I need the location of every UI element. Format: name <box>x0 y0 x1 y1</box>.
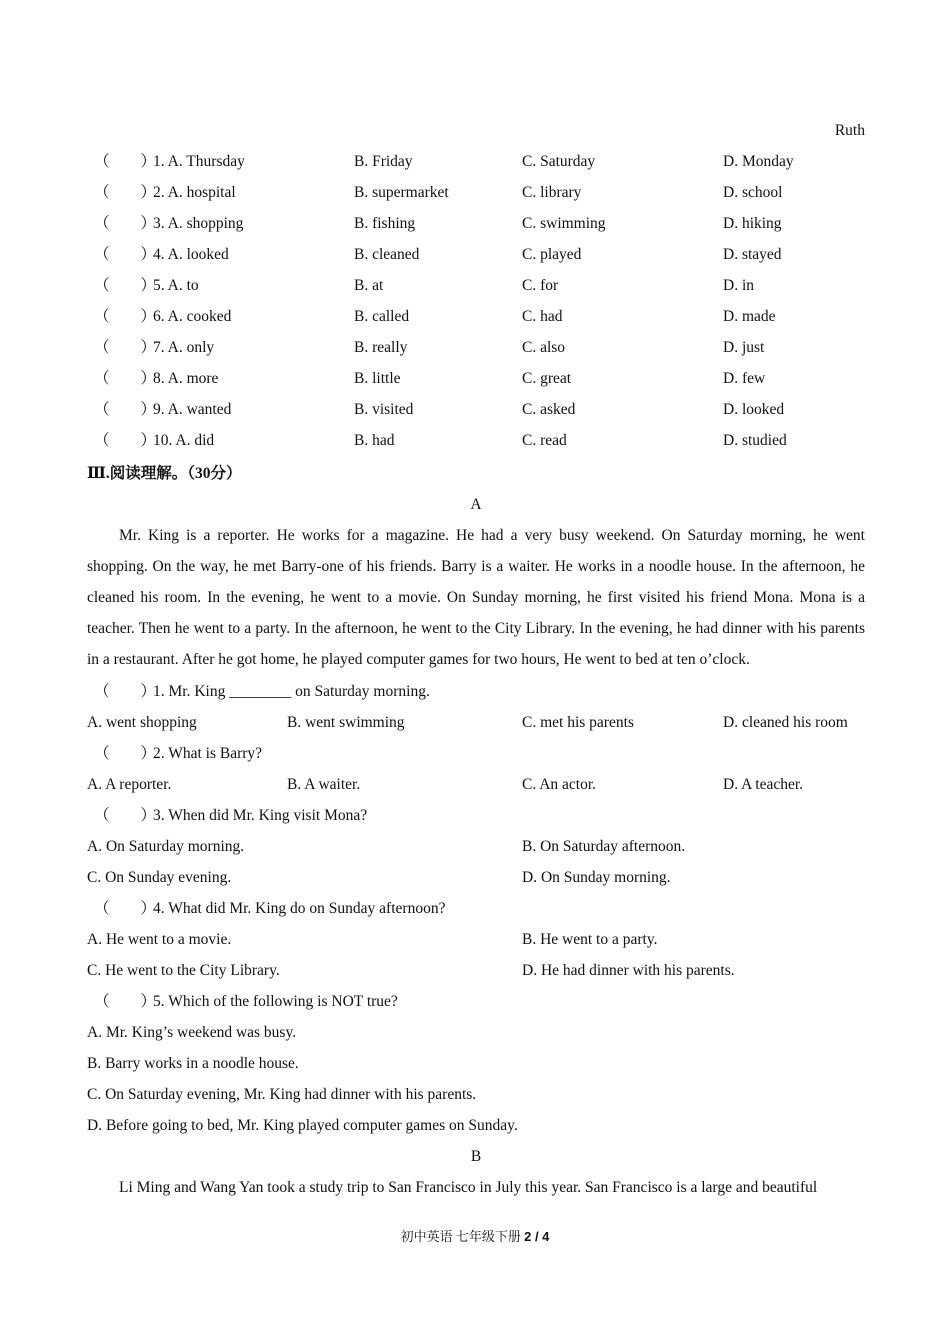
option-c: C. had <box>522 308 563 325</box>
option-b: B. went swimming <box>287 714 405 731</box>
answer-blank[interactable]: （ ） <box>94 184 157 201</box>
option-b: B. at <box>354 277 384 294</box>
section-heading-reading: Ⅲ.阅读理解。（30分） <box>87 465 242 482</box>
option-b: B. had <box>354 432 395 449</box>
cloze-row <box>87 332 865 363</box>
option-a: 2. A. hospital <box>153 184 236 201</box>
option-d: D. just <box>723 339 765 356</box>
option-d: D. cleaned his room <box>723 714 848 731</box>
option-a: 5. A. to <box>153 277 199 294</box>
question-4-options-cd <box>87 955 865 986</box>
question-1 <box>87 676 865 707</box>
option-c: C. He went to the City Library. <box>87 962 280 979</box>
answer-blank[interactable]: （ ） <box>94 215 157 232</box>
option-b: B. A waiter. <box>287 776 361 793</box>
question-3-options-cd <box>87 862 865 893</box>
option-b: B. On Saturday afternoon. <box>522 838 686 855</box>
passage-a-label: A <box>470 496 482 513</box>
option-a: A. On Saturday morning. <box>87 838 245 855</box>
question-stem: 5. Which of the following is NOT true? <box>153 993 398 1010</box>
page-footer <box>0 1224 950 1250</box>
option-c: C. met his parents <box>522 714 634 731</box>
question-3 <box>87 800 865 831</box>
option-c: C. also <box>522 339 566 356</box>
answer-blank[interactable]: （ ） <box>94 308 157 325</box>
option-d: D. looked <box>723 401 785 418</box>
question-4 <box>87 893 865 924</box>
option-d: D. He had dinner with his parents. <box>522 962 735 979</box>
option-d: D. made <box>723 308 776 325</box>
question-5-option-d: D. Before going to bed, Mr. King played computer games on Sunday. <box>87 1117 518 1134</box>
option-b: B. He went to a party. <box>522 931 658 948</box>
option-a: A. went shopping <box>87 714 197 731</box>
option-c: C. for <box>522 277 559 294</box>
option-b: B. Friday <box>354 153 413 170</box>
cloze-row <box>87 363 865 394</box>
passage-b-text: Li Ming and Wang Yan took a study trip to San Francisco in July this year. San Francisco is a large and beautiful <box>119 1179 818 1196</box>
option-d: D. Monday <box>723 153 794 170</box>
cloze-row <box>87 146 865 177</box>
option-c: C. played <box>522 246 582 263</box>
option-b: B. really <box>354 339 408 356</box>
option-b: B. fishing <box>354 215 416 232</box>
answer-blank[interactable]: （ ） <box>94 993 157 1010</box>
option-a: 3. A. shopping <box>153 215 244 232</box>
footer-text: 初中英语 七年级下册 <box>400 1229 525 1244</box>
cloze-row <box>87 239 865 270</box>
cloze-row <box>87 394 865 425</box>
answer-blank[interactable]: （ ） <box>94 432 157 449</box>
question-2 <box>87 738 865 769</box>
answer-blank[interactable]: （ ） <box>94 339 157 356</box>
question-stem: 1. Mr. King ________ on Saturday morning. <box>153 683 430 700</box>
option-d: D. hiking <box>723 215 782 232</box>
option-c: C. library <box>522 184 582 201</box>
answer-blank[interactable]: （ ） <box>94 153 157 170</box>
answer-blank[interactable]: （ ） <box>94 745 157 762</box>
top-name: Ruth <box>834 122 865 139</box>
option-c: C. asked <box>522 401 576 418</box>
answer-blank[interactable]: （ ） <box>94 683 157 700</box>
option-b: B. little <box>354 370 401 387</box>
option-c: C. great <box>522 370 572 387</box>
answer-blank[interactable]: （ ） <box>94 370 157 387</box>
option-a: 6. A. cooked <box>153 308 232 325</box>
option-c: C. On Sunday evening. <box>87 869 232 886</box>
option-d: D. school <box>723 184 783 201</box>
question-4-options-ab <box>87 924 865 955</box>
passage-a-text: Mr. King is a reporter. He works for a magazine. He had a very busy weekend. On Saturday morning, he went shopping. On the way, he met Barry-one of his friends. Barry is a waiter. He works in a noodle house. In the afternoon, he cleaned his room. In the evening, he went to a movie. On Sunday morning, he first visited his friend Mona. Mona is a teacher. Then he went to a party. In the afternoon, he went to the City Library. In the evening, he had dinner with his parents in a restaurant. After he got home, he played computer games for two hours, He went to bed at ten o’clock. <box>87 527 865 668</box>
option-d: D. stayed <box>723 246 782 263</box>
question-stem: 4. What did Mr. King do on Sunday afternoon? <box>153 900 446 917</box>
option-a: 4. A. looked <box>153 246 229 263</box>
option-a: 7. A. only <box>153 339 215 356</box>
cloze-row <box>87 208 865 239</box>
cloze-row <box>87 301 865 332</box>
option-c: C. swimming <box>522 215 606 232</box>
question-5-option-b: B. Barry works in a noodle house. <box>87 1055 299 1072</box>
answer-blank[interactable]: （ ） <box>94 401 157 418</box>
question-1-options <box>87 707 865 738</box>
option-a: 1. A. Thursday <box>153 153 245 170</box>
option-b: B. cleaned <box>354 246 420 263</box>
page-number: 2 / 4 <box>524 1229 550 1244</box>
answer-blank[interactable]: （ ） <box>94 277 157 294</box>
option-c: C. Saturday <box>522 153 596 170</box>
option-d: D. On Sunday morning. <box>522 869 671 886</box>
cloze-row <box>87 425 865 456</box>
option-d: D. few <box>723 370 766 387</box>
option-a: 8. A. more <box>153 370 219 387</box>
question-5-option-c: C. On Saturday evening, Mr. King had dinner with his parents. <box>87 1086 477 1103</box>
option-a: A. A reporter. <box>87 776 172 793</box>
question-stem: 2. What is Barry? <box>153 745 263 762</box>
option-d: D. studied <box>723 432 787 449</box>
option-d: D. A teacher. <box>723 776 804 793</box>
question-2-options <box>87 769 865 800</box>
question-3-options-ab <box>87 831 865 862</box>
option-c: C. An actor. <box>522 776 597 793</box>
option-d: D. in <box>723 277 754 294</box>
option-a: 9. A. wanted <box>153 401 232 418</box>
question-5 <box>87 986 865 1017</box>
question-5-option-a: A. Mr. King’s weekend was busy. <box>87 1024 297 1041</box>
option-b: B. supermarket <box>354 184 449 201</box>
answer-blank[interactable]: （ ） <box>94 246 157 263</box>
option-b: B. called <box>354 308 410 325</box>
option-c: C. read <box>522 432 567 449</box>
cloze-row <box>87 177 865 208</box>
option-b: B. visited <box>354 401 414 418</box>
option-a: A. He went to a movie. <box>87 931 232 948</box>
cloze-row <box>87 270 865 301</box>
passage-b-label: B <box>470 1148 482 1165</box>
answer-blank[interactable]: （ ） <box>94 807 157 824</box>
option-a: 10. A. did <box>153 432 215 449</box>
question-stem: 3. When did Mr. King visit Mona? <box>153 807 368 824</box>
answer-blank[interactable]: （ ） <box>94 900 157 917</box>
